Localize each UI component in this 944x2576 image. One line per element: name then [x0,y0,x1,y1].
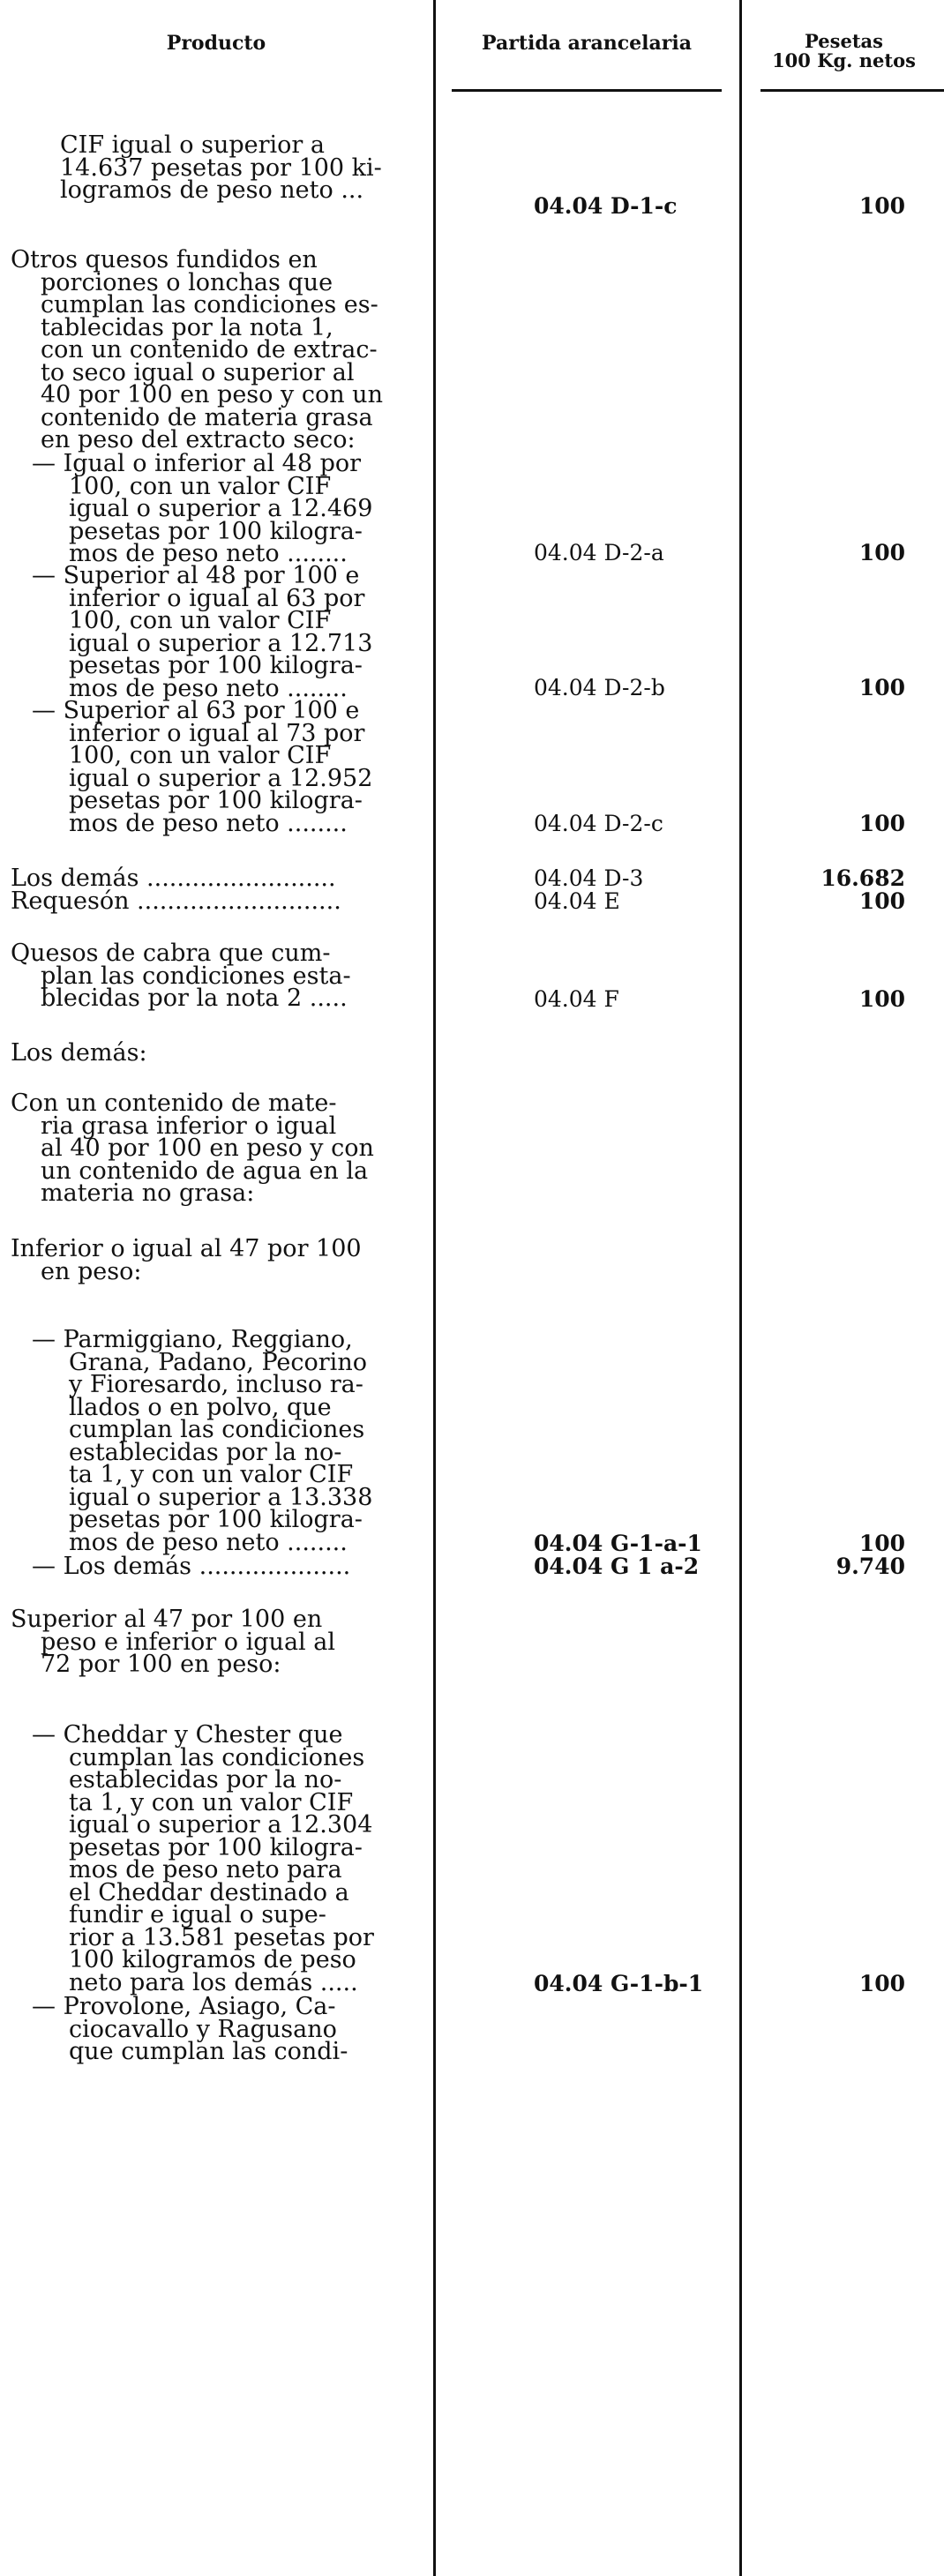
row-4-code: 04.04 D-2-c [534,811,663,836]
description-line: ta 1, y con un valor CIF [69,1788,354,1816]
description-line: peso e inferior o igual al [41,1628,335,1656]
description-line: 100, con un valor CIF [69,472,332,500]
row-4-description [32,697,373,837]
row-3-description [32,562,373,702]
description-line: tablecidas por la nota 1, [41,313,333,341]
description-line: mos de peso neto para [69,1856,342,1883]
row-12-code: 04.04 G 1 a-2 [534,1554,700,1579]
description-line: CIF igual o superior a [60,131,325,159]
row-2-value: 100 [858,540,905,565]
description-line: con un contenido de extrac- [41,336,378,363]
header-rule-col2 [452,89,722,92]
description-line: igual o superior a 12.469 [69,495,373,522]
header-partida-arancelaria: Partida arancelaria [482,32,692,55]
description-line: un contenido de agua en la [41,1157,369,1185]
description-line: Otros quesos fundidos en [11,246,318,273]
row-11-code: 04.04 G-1-a-1 [534,1531,702,1556]
description-line: blecidas por la nota 2 ..... [41,985,348,1012]
row-7-code: 04.04 F [534,986,619,1012]
description-line: pesetas por 100 kilogra- [69,652,363,679]
description-line: 100, con un valor CIF [69,607,332,634]
description-line: establecidas por la no- [69,1438,342,1466]
row-15-description [32,1993,348,2065]
description-line: plan las condiciones esta- [41,962,351,990]
description-line: pesetas por 100 kilogra- [69,1833,363,1861]
row-3-code: 04.04 D-2-b [534,675,665,700]
description-line: inferior o igual al 63 por [69,584,365,612]
row-5-value: 16.682 [820,865,905,891]
row-2-description [32,450,373,567]
description-line: Quesos de cabra que cum- [11,940,331,967]
description-line: porciones o lonchas que [41,268,333,296]
description-line: cumplan las condiciones [69,1743,365,1771]
description-line: 72 por 100 en peso: [41,1651,281,1678]
row-4-value: 100 [858,811,905,836]
description-line: Grana, Padano, Pecorino [69,1348,367,1376]
header-producto: Producto [166,32,266,55]
description-line: rior a 13.581 pesetas por [69,1923,374,1951]
description-line: 40 por 100 en peso y con un [41,381,383,408]
description-line: y Fioresardo, incluso ra- [69,1371,363,1398]
description-line: en peso: [41,1257,142,1285]
description-line: en peso del extracto seco: [41,426,356,453]
description-line: contenido de materia grasa [41,403,373,431]
description-line: ciocavallo y Ragusano [69,2015,337,2043]
description-line: pesetas por 100 kilogra- [69,517,363,545]
row-14-description [32,1721,374,1996]
row-5-code: 04.04 D-3 [534,865,644,891]
row-11-description [32,1326,373,1556]
description-line: materia no grasa: [41,1179,255,1207]
row-9-description [11,1092,374,1205]
description-line: mos de peso neto ........ [69,1528,348,1556]
description-line: — Superior al 63 por 100 e [32,697,360,724]
description-line: — Superior al 48 por 100 e [32,562,360,589]
description-line: inferior o igual al 73 por [69,719,365,747]
description-line: pesetas por 100 kilogra- [69,787,363,814]
description-line: que cumplan las condi- [69,2038,348,2065]
description-line: igual o superior a 12.713 [69,629,373,657]
row-0-value: 100 [858,193,905,219]
row-3-value: 100 [858,675,905,700]
description-line: — Parmiggiano, Reggiano, [32,1326,353,1353]
row-14-code: 04.04 G-1-b-1 [534,1971,704,1996]
description-line: — Provolone, Asiago, Ca- [32,1993,336,2020]
description-line: establecidas por la no- [69,1766,342,1793]
row-6-code: 04.04 E [534,888,620,914]
description-line: — Igual o inferior al 48 por [32,450,362,477]
header-pesetas-line2: 100 Kg. netos [772,49,916,71]
description-line: fundir e igual o supe- [69,1901,326,1928]
description-line: cumplan las condiciones [69,1416,365,1443]
header-rule-col3 [760,89,944,92]
description-line: Superior al 47 por 100 en [11,1606,323,1633]
description-line: 100, con un valor CIF [69,742,332,769]
row-2-code: 04.04 D-2-a [534,540,664,565]
row-8-description: Los demás: [11,1039,147,1067]
description-line: cumplan las condiciones es- [41,291,378,318]
description-line: llados o en polvo, que [69,1393,332,1421]
description-line: neto para los demás ..... [69,1968,358,1996]
description-line: logramos de peso neto ... [60,176,364,204]
description-line: to seco igual o superior al [41,358,355,386]
row-14-value: 100 [858,1971,905,1996]
description-line: igual o superior a 12.304 [69,1811,373,1838]
row-0-description [60,131,382,204]
row-13-description [11,1608,335,1676]
description-line: mos de peso neto ........ [69,674,348,702]
column-divider-1 [433,0,436,2576]
header-pesetas [744,32,944,71]
header-pesetas-line1: Pesetas [805,30,883,52]
description-line: el Cheddar destinado a [69,1878,349,1906]
row-5-description: Los demás ......................... [11,865,336,892]
description-line: mos de peso neto ........ [69,540,348,567]
description-line: al 40 por 100 en peso y con [41,1134,374,1162]
description-line: — Cheddar y Chester que [32,1721,343,1749]
row-12-value: 9.740 [835,1554,905,1579]
row-0-code: 04.04 D-1-c [534,193,678,219]
description-line: Inferior o igual al 47 por 100 [11,1235,362,1262]
row-6-description: Requesón ........................... [11,887,341,915]
row-12-description: — Los demás .................... [32,1553,351,1580]
description-line: 14.637 pesetas por 100 ki- [60,154,382,182]
row-7-description [11,942,351,1010]
description-line: ria grasa inferior o igual [41,1112,337,1140]
description-line: igual o superior a 13.338 [69,1483,373,1511]
column-divider-2 [739,0,742,2576]
row-11-value: 100 [858,1531,905,1556]
row-1-description [11,246,383,453]
description-line: 100 kilogramos de peso [69,1946,356,1973]
description-line: Con un contenido de mate- [11,1090,337,1117]
description-line: pesetas por 100 kilogra- [69,1506,363,1533]
description-line: igual o superior a 12.952 [69,764,373,792]
row-7-value: 100 [858,986,905,1012]
row-10-description [11,1235,362,1285]
row-6-value: 100 [858,888,905,914]
description-line: ta 1, y con un valor CIF [69,1461,354,1488]
description-line: mos de peso neto ........ [69,809,348,837]
